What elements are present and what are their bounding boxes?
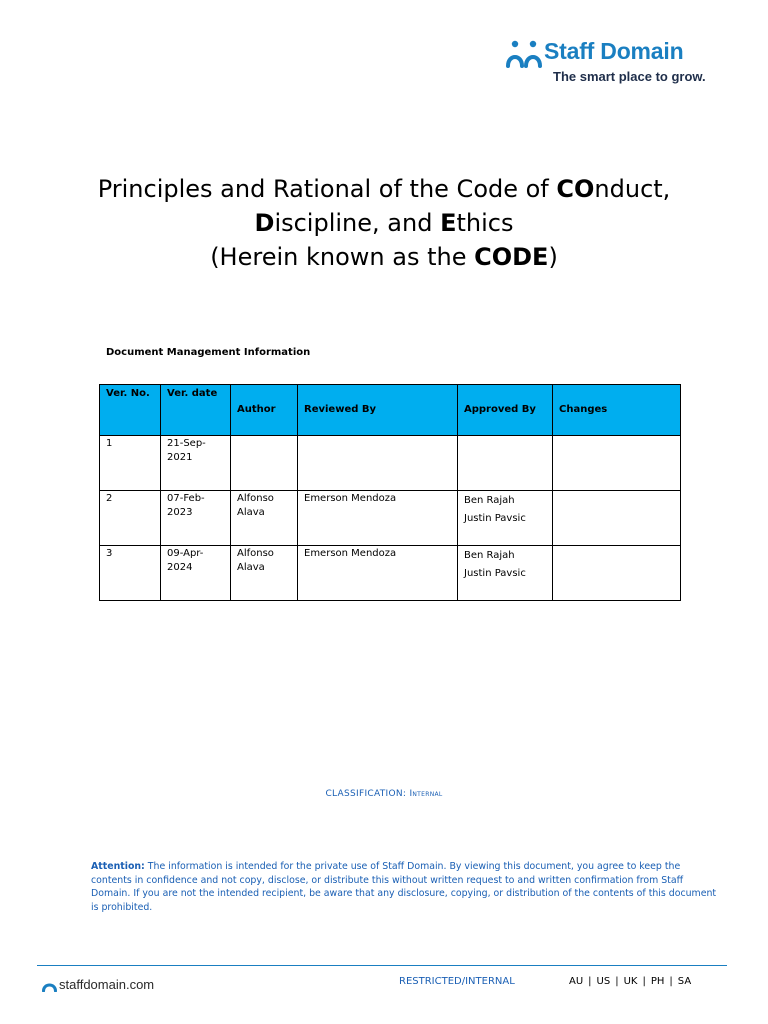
table-header-row [100, 385, 681, 436]
attention-label: Attention: [91, 861, 145, 872]
logo-brand-name: Staff Domain [544, 38, 684, 64]
approver-name: Ben Rajah [464, 495, 515, 506]
cell-reviewed-by: Emerson Mendoza [298, 491, 458, 546]
approver-name: Justin Pavsic [464, 568, 526, 579]
cell-ver: 3 [100, 546, 161, 601]
cell-changes [553, 436, 681, 491]
cell-reviewed-by [298, 436, 458, 491]
cell-author: Alfonso Alava [231, 546, 298, 601]
header-ver-no: Ver. No. [100, 385, 161, 436]
classification-key: CLASSIFICATION: [325, 789, 407, 799]
header-ver-date: Ver. date [161, 385, 231, 436]
cell-date: 07-Feb-2023 [161, 491, 231, 546]
footer-divider [37, 965, 727, 966]
cell-ver: 2 [100, 491, 161, 546]
separator: | [615, 976, 619, 987]
footer-classification: RESTRICTED/INTERNAL [399, 976, 515, 987]
document-management-label: Document Management Information [106, 347, 311, 358]
region-sa: SA [677, 976, 692, 987]
website-text: staffdomain.com [59, 977, 155, 992]
classification-value: Internal [409, 789, 443, 799]
cell-author [231, 436, 298, 491]
title-line-2: Discipline, and Ethics [254, 209, 514, 237]
region-uk: UK [623, 976, 638, 987]
logo-tagline: The smart place to grow. [553, 69, 706, 84]
classification-label [0, 789, 768, 799]
cell-date: 09-Apr-2024 [161, 546, 231, 601]
cell-author: Alfonso Alava [231, 491, 298, 546]
cell-ver: 1 [100, 436, 161, 491]
cell-changes [553, 491, 681, 546]
people-arch-icon [506, 38, 542, 68]
cell-approved-by [458, 436, 553, 491]
header-approved-by: Approved By [458, 385, 553, 436]
separator: | [669, 976, 673, 987]
region-ph: PH [650, 976, 665, 987]
cell-reviewed-by: Emerson Mendoza [298, 546, 458, 601]
arch-icon [42, 980, 57, 992]
footer-regions [569, 976, 691, 987]
separator: | [642, 976, 646, 987]
approver-name: Justin Pavsic [464, 513, 526, 524]
table-row [100, 546, 681, 601]
header-changes: Changes [553, 385, 681, 436]
document-title [60, 172, 708, 274]
footer-website-logo [42, 978, 202, 994]
staff-domain-logo [506, 38, 726, 88]
cell-date: 21-Sep-2021 [161, 436, 231, 491]
approver-name: Ben Rajah [464, 550, 515, 561]
cell-changes [553, 546, 681, 601]
cell-approved-by [458, 546, 553, 601]
title-line-3: (Herein known as the CODE) [210, 243, 558, 271]
separator: | [588, 976, 592, 987]
title-line-1: Principles and Rational of the Code of COnduct, [97, 175, 671, 203]
cell-approved-by [458, 491, 553, 546]
confidentiality-notice [91, 860, 717, 914]
region-au: AU [569, 976, 584, 987]
attention-text: The information is intended for the private use of Staff Domain. By viewing this document, you agree to keep the contents in confidence and not copy, disclose, or distribute this without written request to and written confirmation from Staff Domain. If you are not the intended recipient, be aware that any disclosure, copying, or distribution of the contents of this document is prohibited. [91, 861, 717, 913]
region-us: US [596, 976, 611, 987]
header-reviewed-by: Reviewed By [298, 385, 458, 436]
table-row [100, 436, 681, 491]
table-row [100, 491, 681, 546]
header-author: Author [231, 385, 298, 436]
version-history-table [99, 384, 681, 601]
